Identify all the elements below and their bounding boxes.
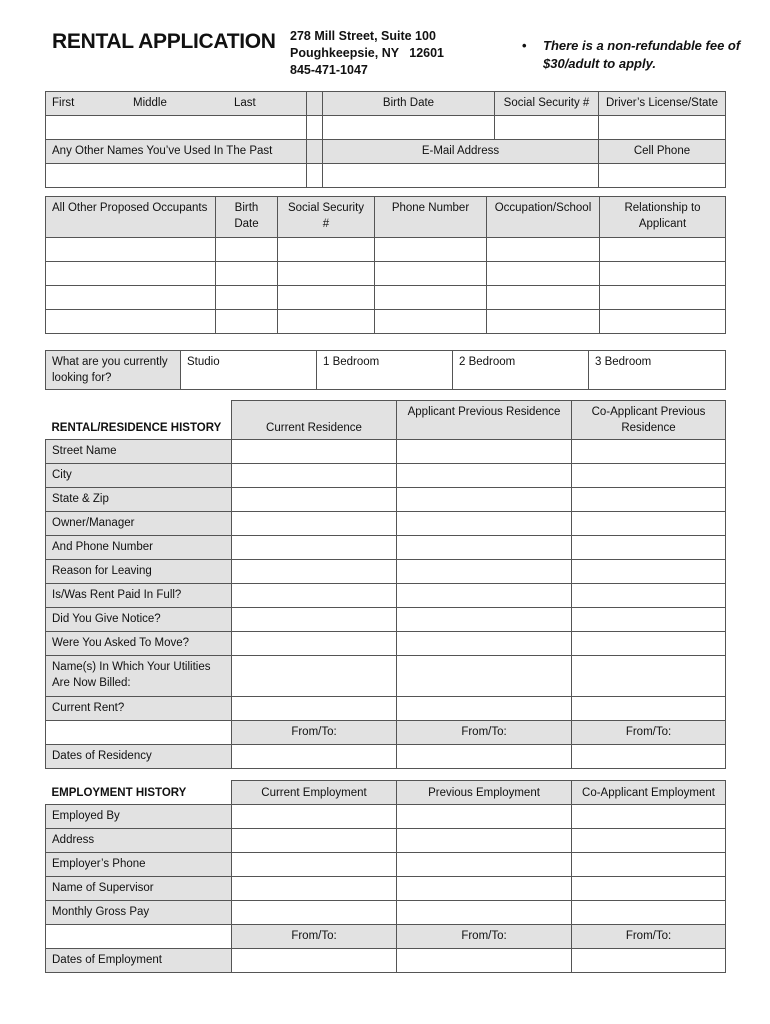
last-name-label: Last — [234, 97, 256, 109]
monthly-gross-pay-label: Monthly Gross Pay — [46, 901, 232, 925]
occupant-ssn-field[interactable] — [278, 310, 375, 334]
occupant-relationship-field[interactable] — [600, 286, 726, 310]
spacer-cell — [307, 116, 323, 140]
cell-phone-field[interactable] — [599, 164, 726, 188]
residence-field[interactable] — [397, 584, 572, 608]
employment-field[interactable] — [232, 805, 397, 829]
applicant-table — [45, 91, 726, 188]
email-field[interactable] — [323, 164, 599, 188]
residence-field[interactable] — [397, 656, 572, 697]
occupant-ssn-header: Social Security # — [278, 197, 375, 238]
middle-name-label: Middle — [133, 97, 167, 109]
employment-field[interactable] — [397, 901, 572, 925]
birth-date-field[interactable] — [323, 116, 495, 140]
employment-field[interactable] — [397, 829, 572, 853]
residency-from-to-label: From/To: — [397, 721, 572, 745]
occupant-birth-date-field[interactable] — [216, 262, 278, 286]
residence-field[interactable] — [232, 536, 397, 560]
residence-field[interactable] — [572, 584, 726, 608]
drivers-license-label: Driver’s License/State — [599, 92, 726, 116]
residence-field[interactable] — [572, 536, 726, 560]
fee-note: There is a non-refundable fee of $30/adult to apply. — [543, 38, 741, 71]
residence-field[interactable] — [397, 608, 572, 632]
coapplicant-employment-header: Co-Applicant Employment — [572, 781, 726, 805]
residence-field[interactable] — [572, 656, 726, 697]
birth-date-label: Birth Date — [323, 92, 495, 116]
employment-history-title: EMPLOYMENT HISTORY — [46, 781, 232, 805]
option-2-bedroom[interactable]: 2 Bedroom — [453, 351, 589, 390]
residence-field[interactable] — [232, 632, 397, 656]
state-zip-label: State & Zip — [46, 488, 232, 512]
residence-field[interactable] — [572, 440, 726, 464]
employment-field[interactable] — [572, 829, 726, 853]
employment-field[interactable] — [397, 877, 572, 901]
employed-by-label: Employed By — [46, 805, 232, 829]
cell-phone-label: Cell Phone — [599, 140, 726, 164]
occupant-ssn-field[interactable] — [278, 238, 375, 262]
residency-dates-field[interactable] — [232, 745, 397, 769]
employment-field[interactable] — [232, 853, 397, 877]
blank-cell — [46, 721, 232, 745]
residence-field[interactable] — [232, 584, 397, 608]
employment-field[interactable] — [232, 829, 397, 853]
occupant-phone-field[interactable] — [375, 238, 487, 262]
occupant-phone-field[interactable] — [375, 262, 487, 286]
occupant-row — [46, 238, 726, 262]
current-rent-label: Current Rent? — [46, 697, 232, 721]
asked-to-move-label: Were You Asked To Move? — [46, 632, 232, 656]
option-3-bedroom[interactable]: 3 Bedroom — [589, 351, 726, 390]
occupant-row — [46, 286, 726, 310]
residence-field[interactable] — [397, 697, 572, 721]
option-studio[interactable]: Studio — [181, 351, 317, 390]
current-residence-header: Current Residence — [232, 401, 397, 440]
residence-field[interactable] — [232, 464, 397, 488]
bullet-icon: • — [522, 38, 527, 53]
occupant-occupation-header: Occupation/School — [487, 197, 600, 238]
residency-from-to-label: From/To: — [572, 721, 726, 745]
residency-from-to-label: From/To: — [232, 721, 397, 745]
employment-field[interactable] — [572, 853, 726, 877]
residence-field[interactable] — [397, 512, 572, 536]
residence-field[interactable] — [572, 608, 726, 632]
employer-phone-label: Employer’s Phone — [46, 853, 232, 877]
ssn-field[interactable] — [495, 116, 599, 140]
email-label: E-Mail Address — [323, 140, 599, 164]
occupant-name-field[interactable] — [46, 310, 216, 334]
name-field[interactable] — [46, 116, 307, 140]
occupant-name-field[interactable] — [46, 262, 216, 286]
residence-field[interactable] — [397, 488, 572, 512]
employment-dates-field[interactable] — [572, 949, 726, 973]
page-title: RENTAL APPLICATION — [52, 30, 276, 53]
residence-field[interactable] — [397, 464, 572, 488]
supervisor-name-label: Name of Supervisor — [46, 877, 232, 901]
spacer-cell — [307, 164, 323, 188]
utilities-billed-label: Name(s) In Which Your Utilities Are Now Billed: — [46, 656, 232, 697]
occupant-occupation-field[interactable] — [487, 286, 600, 310]
occupant-occupation-field[interactable] — [487, 238, 600, 262]
owner-phone-label: And Phone Number — [46, 536, 232, 560]
occupants-header: All Other Proposed Occupants — [46, 197, 216, 238]
occupant-birth-date-field[interactable] — [216, 286, 278, 310]
occupant-occupation-field[interactable] — [487, 262, 600, 286]
rental-history-title: RENTAL/RESIDENCE HISTORY — [46, 401, 232, 440]
residence-field[interactable] — [397, 536, 572, 560]
residence-field[interactable] — [572, 464, 726, 488]
office-phone: 845-471-1047 — [290, 63, 368, 77]
employment-dates-field[interactable] — [232, 949, 397, 973]
residence-field[interactable] — [397, 632, 572, 656]
employment-field[interactable] — [572, 901, 726, 925]
occupant-ssn-field[interactable] — [278, 262, 375, 286]
office-address — [290, 28, 444, 79]
occupant-name-field[interactable] — [46, 238, 216, 262]
rent-paid-label: Is/Was Rent Paid In Full? — [46, 584, 232, 608]
looking-for-label: What are you currently looking for? — [46, 351, 181, 390]
residence-field[interactable] — [232, 488, 397, 512]
occupants-table — [45, 196, 726, 334]
employment-from-to-label: From/To: — [232, 925, 397, 949]
address-line-2: Poughkeepsie, NY 12601 — [290, 46, 445, 60]
occupant-row — [46, 262, 726, 286]
employment-history-table — [45, 780, 726, 973]
occupant-relationship-field[interactable] — [600, 310, 726, 334]
drivers-license-field[interactable] — [599, 116, 726, 140]
owner-manager-label: Owner/Manager — [46, 512, 232, 536]
occupant-phone-field[interactable] — [375, 286, 487, 310]
employment-from-to-label: From/To: — [572, 925, 726, 949]
residence-field[interactable] — [572, 697, 726, 721]
option-1-bedroom[interactable]: 1 Bedroom — [317, 351, 453, 390]
current-employment-header: Current Employment — [232, 781, 397, 805]
residence-field[interactable] — [572, 632, 726, 656]
other-names-field[interactable] — [46, 164, 307, 188]
residence-field[interactable] — [232, 656, 397, 697]
residence-field[interactable] — [572, 560, 726, 584]
employment-field[interactable] — [397, 853, 572, 877]
dates-of-residency-label: Dates of Residency — [46, 745, 232, 769]
coapplicant-previous-residence-header: Co-Applicant Previous Residence — [572, 401, 726, 440]
employment-from-to-label: From/To: — [397, 925, 572, 949]
looking-for-table — [45, 350, 726, 390]
employment-field[interactable] — [232, 901, 397, 925]
employment-field[interactable] — [572, 805, 726, 829]
occupant-relationship-field[interactable] — [600, 238, 726, 262]
occupant-phone-header: Phone Number — [375, 197, 487, 238]
occupant-birth-date-field[interactable] — [216, 310, 278, 334]
dates-of-employment-label: Dates of Employment — [46, 949, 232, 973]
occupant-birth-date-header: Birth Date — [216, 197, 278, 238]
ssn-label: Social Security # — [495, 92, 599, 116]
employment-field[interactable] — [397, 805, 572, 829]
residence-field[interactable] — [397, 440, 572, 464]
residency-dates-field[interactable] — [572, 745, 726, 769]
employer-address-label: Address — [46, 829, 232, 853]
other-names-label: Any Other Names You’ve Used In The Past — [46, 140, 307, 164]
name-header — [46, 92, 307, 116]
street-name-label: Street Name — [46, 440, 232, 464]
spacer-cell — [307, 92, 323, 116]
occupant-occupation-field[interactable] — [487, 310, 600, 334]
previous-employment-header: Previous Employment — [397, 781, 572, 805]
residence-field[interactable] — [232, 560, 397, 584]
occupant-row — [46, 310, 726, 334]
spacer-cell — [307, 140, 323, 164]
occupant-birth-date-field[interactable] — [216, 238, 278, 262]
employment-dates-field[interactable] — [397, 949, 572, 973]
occupant-ssn-field[interactable] — [278, 286, 375, 310]
blank-cell — [46, 925, 232, 949]
employment-field[interactable] — [232, 877, 397, 901]
residence-field[interactable] — [232, 440, 397, 464]
occupant-name-field[interactable] — [46, 286, 216, 310]
address-line-1: 278 Mill Street, Suite 100 — [290, 29, 436, 43]
occupant-relationship-header: Relationship to Applicant — [600, 197, 726, 238]
gave-notice-label: Did You Give Notice? — [46, 608, 232, 632]
applicant-previous-residence-header: Applicant Previous Residence — [397, 401, 572, 440]
employment-field[interactable] — [572, 877, 726, 901]
occupant-phone-field[interactable] — [375, 310, 487, 334]
residence-field[interactable] — [572, 512, 726, 536]
residence-field[interactable] — [232, 697, 397, 721]
reason-leaving-label: Reason for Leaving — [46, 560, 232, 584]
first-name-label: First — [52, 97, 75, 109]
residence-field[interactable] — [572, 488, 726, 512]
residence-field[interactable] — [232, 512, 397, 536]
city-label: City — [46, 464, 232, 488]
residence-field[interactable] — [397, 560, 572, 584]
residency-dates-field[interactable] — [397, 745, 572, 769]
occupant-relationship-field[interactable] — [600, 262, 726, 286]
rental-history-table — [45, 400, 726, 769]
residence-field[interactable] — [232, 608, 397, 632]
